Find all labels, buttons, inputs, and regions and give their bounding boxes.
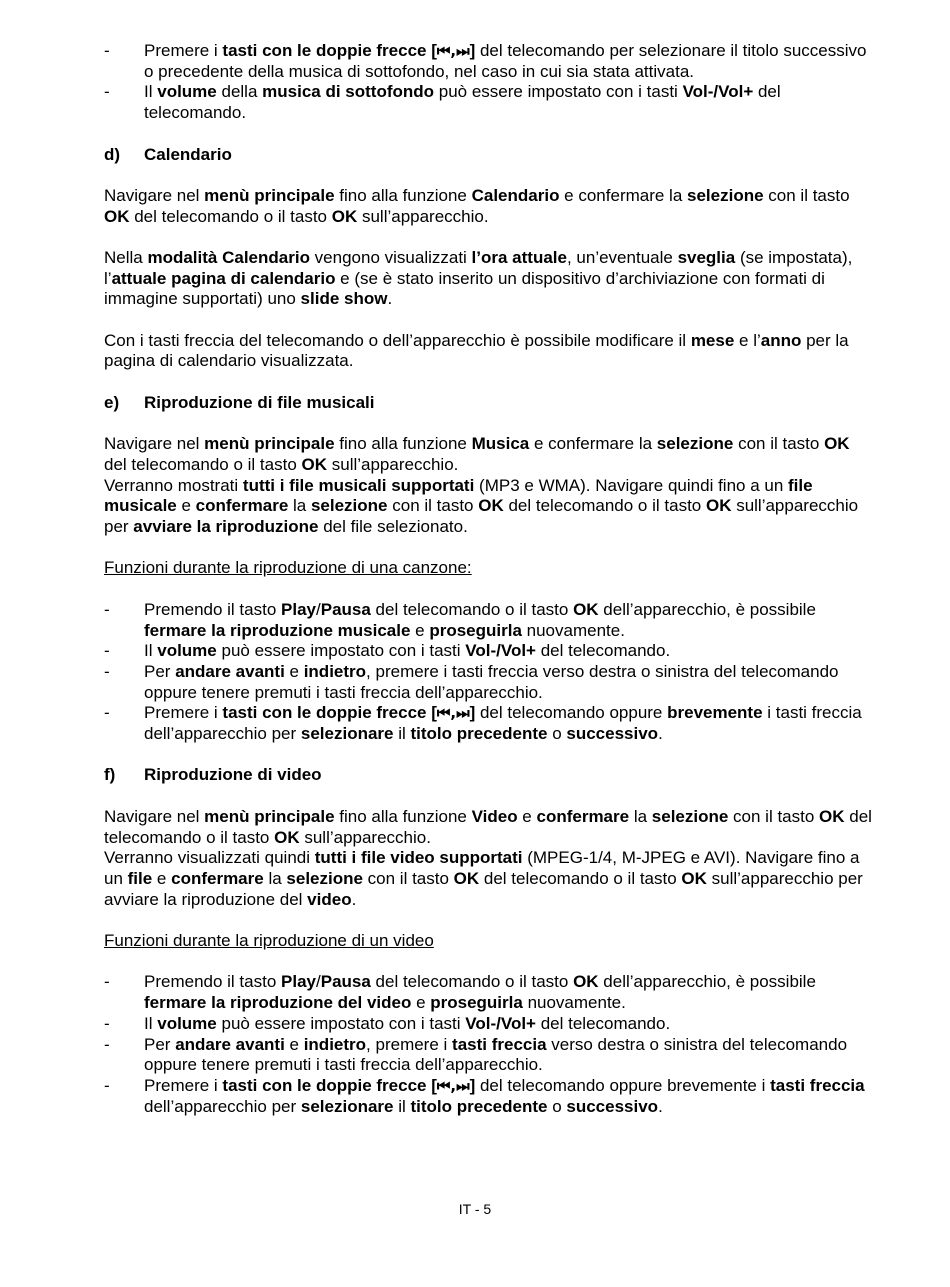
intro-bullet-list — [104, 41, 876, 124]
text-segment: e — [411, 993, 431, 1013]
text-segment: del telecomando o il tasto — [104, 806, 872, 847]
text-segment: può essere impostato con i tasti — [216, 641, 466, 661]
skip-arrows-icon: ⏮,⏭ — [436, 704, 470, 723]
section-heading-musica — [104, 393, 876, 414]
bold-text: l’ora attuale — [471, 247, 567, 267]
bullet-dash: - — [104, 1034, 110, 1054]
text-segment: può essere impostato con i tasti — [434, 82, 683, 102]
text-segment: per la pagina di calendario visualizzata. — [104, 330, 849, 371]
subheading: Funzioni durante la riproduzione di una canzone: — [104, 558, 472, 578]
text-segment: del file selezionato. — [318, 517, 468, 537]
bold-text: anno — [760, 330, 802, 350]
bold-text: ] — [469, 703, 476, 723]
bullet-dash: - — [104, 599, 110, 619]
text-segment: . — [658, 724, 663, 744]
bold-text: selezione — [286, 868, 363, 888]
bold-text: mese — [690, 330, 735, 350]
bold-text: OK — [819, 806, 845, 826]
section-title: Riproduzione di video — [144, 765, 322, 785]
bold-text: tasti con le doppie frecce [ — [222, 1075, 437, 1095]
text-segment: fino alla funzione — [334, 434, 472, 454]
text-segment: , premere i — [366, 1034, 453, 1054]
text-segment: Verranno mostrati — [104, 475, 243, 495]
text-segment: e confermare la — [559, 185, 688, 205]
text-segment: e confermare la — [529, 434, 657, 454]
text-segment: con il tasto — [763, 185, 850, 205]
bold-text: indietro — [303, 661, 367, 681]
bold-text: OK — [274, 827, 300, 847]
bold-text: selezione — [651, 806, 729, 826]
text-segment: dell’apparecchio, è possibile — [598, 972, 816, 992]
bold-text: confermare — [171, 868, 264, 888]
bullet-text — [144, 662, 838, 702]
bold-text: confermare — [195, 496, 289, 516]
section-heading-calendario — [104, 145, 876, 166]
bold-text: Play — [281, 972, 316, 992]
text-segment: . — [387, 289, 393, 309]
text-segment: fino alla funzione — [334, 185, 472, 205]
bold-text: indietro — [303, 1034, 367, 1054]
text-segment: può essere impostato con i tasti — [216, 1013, 466, 1033]
bold-text: volume — [157, 641, 217, 661]
bullet-text — [144, 641, 670, 660]
text-segment: il — [393, 1096, 411, 1116]
text-segment: sull’apparecchio. — [299, 827, 431, 847]
bold-text: file — [127, 868, 153, 888]
bold-text: titolo precedente — [410, 724, 548, 744]
bold-text: OK — [573, 599, 599, 619]
bold-text: Vol-/Vol+ — [465, 1013, 536, 1033]
text-segment: e — [284, 661, 304, 681]
text-segment: Per — [144, 1034, 176, 1054]
text-segment: con il tasto — [362, 868, 454, 888]
bullet-dash: - — [104, 641, 110, 661]
text-segment: Nella — [104, 247, 148, 267]
page-content — [104, 41, 876, 1117]
text-segment: (MPEG-1/4, M-JPEG e AVI). Navigare fino a un — [104, 848, 860, 888]
bold-text: successivo — [566, 724, 659, 744]
text-segment: con il tasto — [733, 434, 825, 454]
bold-text: fermare la riproduzione musicale — [144, 620, 411, 640]
list-item — [104, 662, 876, 703]
text-segment: verso destra o sinistra del telecomando oppure tenere premuti i tasti freccia dell’apparecchio. — [144, 1034, 848, 1075]
bold-text: titolo precedente — [410, 1096, 548, 1116]
bold-text: file musicale — [104, 475, 813, 516]
music-functions-list — [104, 600, 876, 745]
text-segment: del telecomando o il tasto — [129, 206, 332, 226]
paragraph — [104, 476, 876, 538]
bold-text: tasti con le doppie frecce [ — [222, 41, 437, 60]
bullet-text — [144, 703, 862, 743]
list-item — [104, 1035, 876, 1076]
bullet-dash: - — [104, 661, 110, 681]
text-segment: del telecomando o il tasto — [370, 599, 574, 619]
text-segment: (MP3 e WMA). Navigare quindi fino a un — [474, 475, 789, 495]
bullet-dash: - — [104, 703, 110, 723]
paragraph — [104, 248, 876, 310]
bold-text: sveglia — [677, 247, 736, 267]
text-segment: sull’apparecchio. — [327, 454, 459, 474]
bullet-text — [144, 1035, 847, 1075]
bold-text: selezionare — [300, 724, 394, 744]
text-segment: Il — [144, 641, 158, 661]
paragraph — [104, 848, 876, 910]
subheading: Funzioni durante la riproduzione di un video — [104, 931, 434, 951]
bullet-dash: - — [104, 1075, 110, 1095]
text-segment: Navigare nel — [104, 185, 205, 205]
bold-text: Video — [471, 806, 518, 826]
bold-text: Musica — [471, 434, 530, 454]
bold-text: OK — [104, 206, 130, 226]
list-item — [104, 1076, 876, 1117]
text-segment: e — [284, 1034, 304, 1054]
section-label: e) — [104, 392, 120, 412]
text-segment: . — [351, 889, 357, 909]
text-segment: sull’apparecchio. — [357, 206, 489, 226]
video-functions-list — [104, 972, 876, 1117]
bold-text: proseguirla — [430, 993, 523, 1013]
bold-text: OK — [301, 454, 328, 474]
text-segment: nuovamente. — [522, 993, 626, 1013]
bullet-dash: - — [104, 82, 110, 102]
text-segment: sull’apparecchio per avviare la riproduzione del — [104, 868, 863, 909]
section-label: f) — [104, 765, 116, 785]
bold-text: tasti freccia — [452, 1034, 547, 1054]
bullet-text — [144, 41, 866, 81]
bold-text: musica di sottofondo — [262, 82, 435, 102]
text-segment: la — [263, 868, 287, 888]
bullet-dash: - — [104, 41, 110, 60]
bold-text: tutti i file video supportati — [314, 848, 523, 868]
text-segment: la — [288, 496, 311, 516]
bullet-text — [144, 600, 816, 640]
bullet-dash: - — [104, 1013, 110, 1033]
bold-text: selezionare — [300, 1096, 394, 1116]
bold-text: ] — [469, 1075, 476, 1095]
text-segment: Navigare nel — [104, 434, 205, 454]
bold-text: OK — [331, 206, 358, 226]
text-segment: e — [517, 806, 537, 826]
bullet-text — [144, 1076, 865, 1116]
bold-text: Pausa — [320, 599, 371, 619]
bold-text: Play — [281, 599, 316, 619]
text-segment: del telecomando per selezionare il titolo successivo o precedente della musica di sottofondo, nel caso in cui sia stata attivata. — [144, 41, 867, 81]
list-item — [104, 703, 876, 744]
text-segment: della — [216, 82, 263, 102]
text-segment: del telecomando o il tasto — [503, 496, 706, 516]
text-segment: Con i tasti freccia del telecomando o dell’apparecchio è possibile modificare il — [104, 330, 691, 350]
section-title: Calendario — [144, 144, 232, 164]
bold-text: OK — [824, 434, 850, 454]
text-segment: i tasti freccia dell’apparecchio per — [144, 703, 862, 744]
text-segment: Premere i — [144, 703, 223, 723]
text-segment: e — [176, 496, 196, 516]
paragraph — [104, 807, 876, 848]
text-segment: con il tasto — [728, 806, 820, 826]
section-title: Riproduzione di file musicali — [144, 392, 375, 412]
paragraph — [104, 434, 876, 475]
list-item — [104, 41, 876, 82]
bold-text: OK — [453, 868, 480, 888]
text-segment: Premendo il tasto — [144, 599, 282, 619]
bold-text: successivo — [566, 1096, 659, 1116]
bold-text: video — [307, 889, 352, 909]
bold-text: tutti i file musicali supportati — [242, 475, 475, 495]
text-segment: Premere i — [144, 41, 223, 60]
bold-text: andare avanti — [175, 1034, 285, 1054]
bullet-text — [144, 1014, 670, 1033]
bold-text: andare avanti — [175, 661, 285, 681]
bold-text: modalità Calendario — [147, 247, 310, 267]
text-segment: il — [393, 724, 411, 744]
text-segment: del telecomando oppure — [475, 703, 668, 723]
bold-text: OK — [681, 868, 707, 888]
text-segment: sull’apparecchio per — [104, 496, 859, 537]
text-segment: del telecomando o il tasto — [479, 868, 682, 888]
text-segment: , premere i tasti freccia verso destra o sinistra del telecomando oppure tenere premuti i tasti freccia dell’apparecchio. — [144, 661, 839, 702]
text-segment: e — [410, 620, 430, 640]
text-segment: Il — [144, 82, 158, 102]
text-segment: dell’apparecchio, è possibile — [598, 599, 816, 619]
text-segment: del telecomando. — [144, 82, 781, 123]
list-item — [104, 641, 876, 662]
text-segment: del telecomando oppure brevemente i — [475, 1075, 771, 1095]
bold-text: OK — [573, 972, 599, 992]
bold-text: Calendario — [471, 185, 560, 205]
text-segment: Premendo il tasto — [144, 972, 282, 992]
bold-text: proseguirla — [429, 620, 522, 640]
bold-text: selezione — [656, 434, 734, 454]
paragraph — [104, 186, 876, 227]
list-item — [104, 82, 876, 123]
paragraph — [104, 331, 876, 372]
text-segment: la — [629, 806, 652, 826]
list-item — [104, 1014, 876, 1035]
bold-text: selezione — [310, 496, 388, 516]
text-segment: Premere i — [144, 1075, 223, 1095]
bold-text: OK — [705, 496, 732, 516]
text-segment: e (se è stato inserito un dispositivo d’archiviazione con formati di immagine supportati) uno — [104, 268, 825, 309]
bold-text: attuale pagina di calendario — [111, 268, 336, 288]
bold-text: tasti freccia — [770, 1075, 865, 1095]
bold-text: menù principale — [204, 434, 335, 454]
bold-text: ] — [469, 41, 476, 60]
bold-text: fermare la riproduzione del video — [144, 993, 412, 1013]
text-segment: e — [152, 868, 172, 888]
bullet-text — [144, 972, 816, 1012]
bold-text: OK — [478, 496, 504, 516]
bold-text: avviare la riproduzione — [133, 517, 319, 537]
text-segment: o — [547, 1096, 567, 1116]
text-segment: fino alla funzione — [334, 806, 472, 826]
bold-text: Vol-/Vol+ — [682, 82, 754, 102]
text-segment: del telecomando. — [535, 1013, 671, 1033]
section-label: d) — [104, 144, 121, 164]
text-segment: Il — [144, 1013, 158, 1033]
text-segment: , un’eventuale — [566, 247, 678, 267]
text-segment: (se impostata), l’ — [104, 247, 853, 288]
bullet-text — [144, 82, 781, 122]
text-segment: / — [316, 599, 321, 619]
bold-text: menù principale — [204, 806, 335, 826]
text-segment: nuovamente. — [521, 620, 625, 640]
bold-text: menù principale — [204, 185, 335, 205]
bold-text: slide show — [300, 289, 388, 309]
bold-text: tasti con le doppie frecce [ — [222, 703, 437, 723]
skip-arrows-icon: ⏮,⏭ — [436, 1076, 470, 1095]
text-segment: Per — [144, 661, 176, 681]
text-segment: del telecomando o il tasto — [104, 454, 302, 474]
text-segment: vengono visualizzati — [309, 247, 472, 267]
list-item — [104, 972, 876, 1013]
text-segment: Verranno visualizzati quindi — [104, 848, 315, 868]
text-segment: dell’apparecchio per — [144, 1096, 301, 1116]
bold-text: Vol-/Vol+ — [465, 641, 536, 661]
bold-text: Pausa — [320, 972, 371, 992]
text-segment: / — [316, 972, 321, 992]
bold-text: brevemente — [667, 703, 763, 723]
text-segment: o — [547, 724, 567, 744]
section-heading-video — [104, 765, 876, 786]
bold-text: volume — [157, 1013, 217, 1033]
text-segment: Navigare nel — [104, 806, 205, 826]
skip-arrows-icon: ⏮,⏭ — [436, 42, 470, 60]
text-segment: . — [658, 1096, 663, 1116]
text-segment: e l’ — [734, 330, 761, 350]
bold-text: confermare — [536, 806, 630, 826]
bold-text: volume — [157, 82, 217, 102]
bullet-dash: - — [104, 972, 110, 992]
text-segment: del telecomando. — [535, 641, 671, 661]
bold-text: selezione — [687, 185, 764, 205]
text-segment: del telecomando o il tasto — [370, 972, 574, 992]
text-segment: con il tasto — [387, 496, 479, 516]
list-item — [104, 600, 876, 641]
page-number: IT - 5 — [458, 1201, 492, 1217]
